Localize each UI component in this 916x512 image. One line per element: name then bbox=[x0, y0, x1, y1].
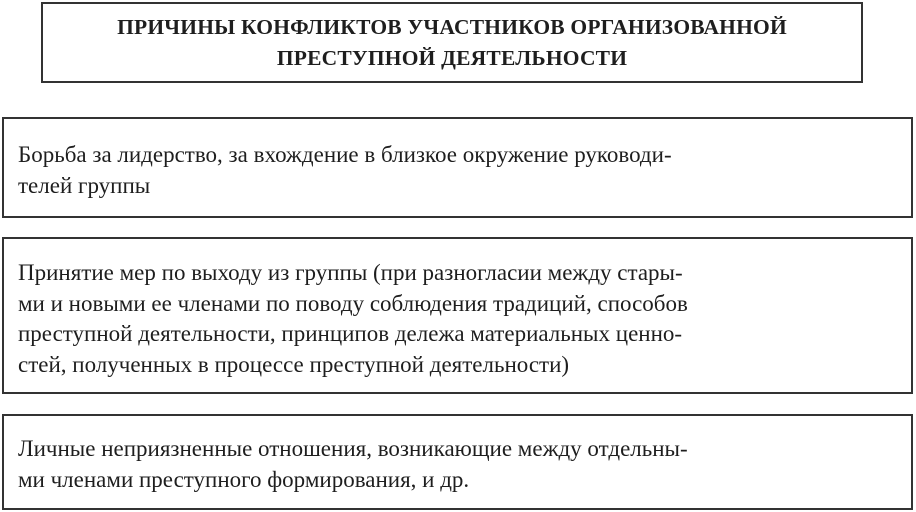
cause-line: ми членами преступного формирования, и др. bbox=[18, 466, 470, 492]
cause-box-leadership bbox=[2, 117, 913, 218]
cause-line: преступной деятельности, принципов дележа материальных ценно- bbox=[18, 321, 683, 346]
cause-line: телей группы bbox=[18, 172, 151, 198]
cause-text-leaving-group bbox=[18, 258, 897, 380]
cause-line: ми и новыми ее членами по поводу соблюдения традиций, способов bbox=[18, 290, 688, 316]
diagram-title bbox=[117, 12, 787, 74]
cause-box-leaving-group bbox=[2, 237, 913, 394]
cause-line: Принятие мер по выходу из группы (при разногласии между стары- bbox=[18, 260, 683, 285]
diagram-title-box bbox=[41, 2, 863, 83]
title-line-1: ПРИЧИНЫ КОНФЛИКТОВ УЧАСТНИКОВ ОРГАНИЗОВАННОЙ bbox=[117, 14, 787, 39]
title-line-2: ПРЕСТУПНОЙ ДЕЯТЕЛЬНОСТИ bbox=[276, 45, 628, 70]
cause-text-personal-hostility bbox=[18, 434, 897, 495]
cause-text-leadership bbox=[18, 140, 897, 201]
cause-line: Борьба за лидерство, за вхождение в близкое окружение руководи- bbox=[18, 142, 672, 167]
cause-line: Личные неприязненные отношения, возникающие между отдельны- bbox=[18, 436, 688, 461]
cause-line: стей, полученных в процессе преступной деятельности) bbox=[18, 351, 570, 377]
cause-box-personal-hostility bbox=[2, 414, 913, 510]
